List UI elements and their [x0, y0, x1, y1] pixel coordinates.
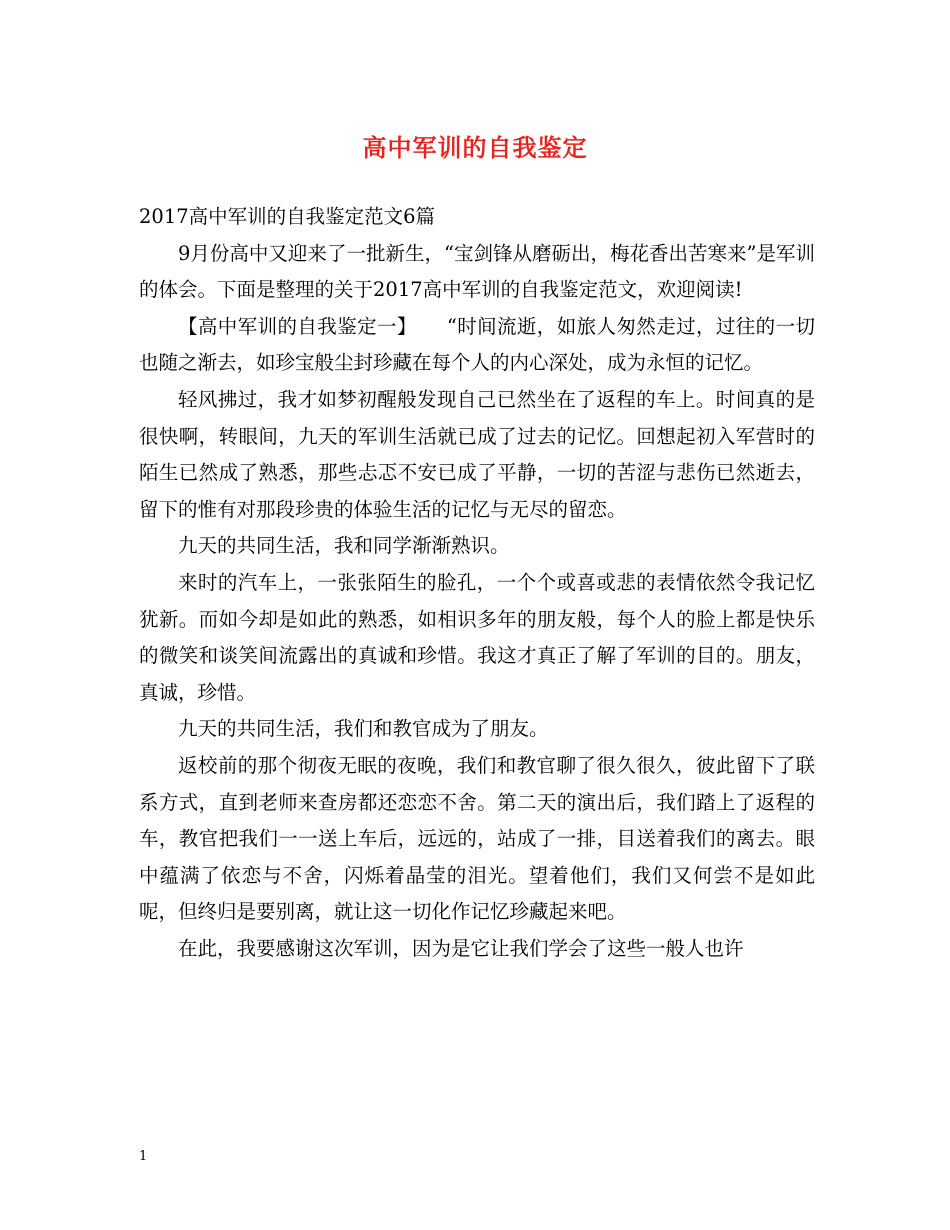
- document-title: 高中军训的自我鉴定: [362, 133, 588, 162]
- page-number: 1: [139, 1149, 148, 1164]
- section-heading-paragraph: 【高中军训的自我鉴定一】 “时间流逝，如旅人匆然走过，过往的一切也随之渐去，如珍宝般尘封珍藏在每个人的内心深处，成为永恒的记忆。: [139, 314, 815, 375]
- body-paragraph: 返校前的那个彻夜无眠的夜晚，我们和教官聊了很久很久，彼此留下了联系方式，直到老师来查房都还恋恋不舍。第二天的演出后，我们踏上了返程的车，教官把我们一一送上车后，远远的，站成了一排，目送着我们的离去。眼中蕴满了依恋与不舍，闪烁着晶莹的泪光。望着他们，我们又何尝不是如此呢，但终归是要别离，就让这一切化作记忆珍藏起来吧。: [139, 753, 815, 924]
- body-paragraph: 九天的共同生活，我和同学渐渐熟识。: [178, 534, 510, 558]
- intro-paragraph: 9月份高中又迎来了一批新生，“宝剑锋从磨砺出，梅花香出苦寒来”是军训的体会。下面是整理的关于2017高中军训的自我鉴定范文，欢迎阅读!: [139, 241, 815, 302]
- body-paragraph: 九天的共同生活，我们和教官成为了朋友。: [178, 717, 549, 741]
- subtitle-paragraph: 2017高中军训的自我鉴定范文6篇: [139, 205, 436, 228]
- body-paragraph: 在此，我要感谢这次军训，因为是它让我们学会了这些一般人也许: [178, 936, 744, 960]
- document-body: [139, 199, 815, 967]
- body-paragraph: 来时的汽车上，一张张陌生的脸孔，一个个或喜或悲的表情依然令我记忆犹新。而如今却是如此的熟悉，如相识多年的朋友般，每个人的脸上都是快乐的微笑和谈笑间流露出的真诚和珍惜。我这才真正了解了军训的目的。朋友，真诚，珍惜。: [139, 570, 815, 704]
- body-paragraph: 轻风拂过，我才如梦初醒般发现自己已然坐在了返程的车上。时间真的是很快啊，转眼间，九天的军训生活就已成了过去的记忆。回想起初入军营时的陌生已然成了熟悉，那些忐忑不安已成了平静，一切的苦涩与悲伤已然逝去，留下的惟有对那段珍贵的体验生活的记忆与无尽的留恋。: [139, 387, 815, 521]
